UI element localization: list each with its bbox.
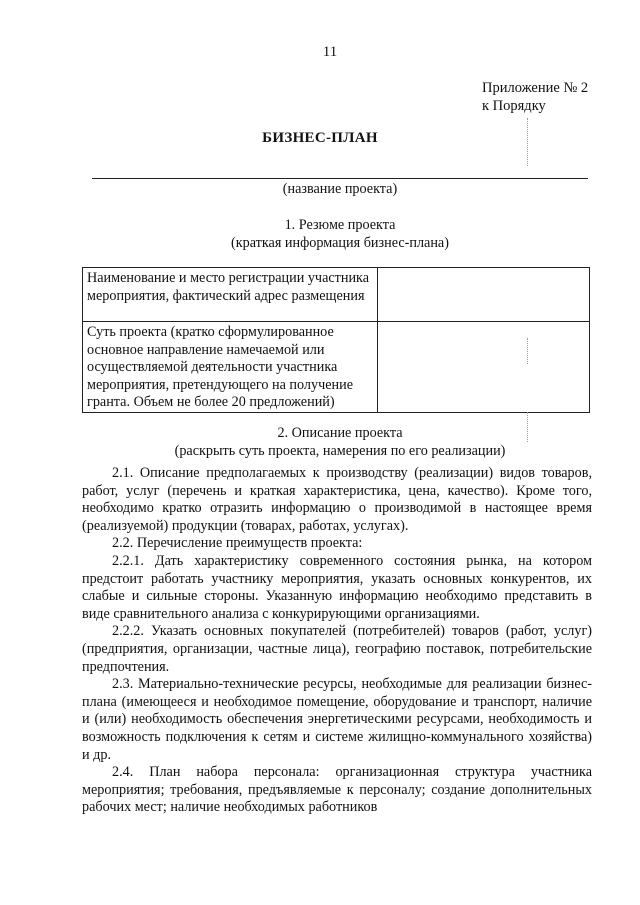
paragraph-2-3: 2.3. Материально-технические ресурсы, необходимые для реализации бизнес-плана (имеющееся и необходимое помещение, оборудование и транспорт, наличие и (или) необходимость обеспечения энергетическими ресурсами, необходимость и возможность подключения к сетям и системе жилищно-коммунального хозяйства) и др. bbox=[82, 676, 592, 763]
project-name-caption: (название проекта) bbox=[282, 181, 398, 197]
document-title: БИЗНЕС-ПЛАН bbox=[262, 130, 378, 146]
scan-mark bbox=[527, 338, 528, 364]
table-cell-value bbox=[378, 268, 590, 322]
paragraph-2-2-1: 2.2.1. Дать характеристику современного состояния рынка, на котором предстоит работать участнику мероприятия, указать основных конкурентов, их слабые и сильные стороны. Указанную информацию необходимо представить в виде сравнительного анализа с конкурирующими организациями. bbox=[82, 552, 592, 622]
section-1-title bbox=[0, 216, 640, 252]
paragraph-2-4: 2.4. План набора персонала: организационная структура участника мероприятия; требования, предъявляемые к персоналу; создание дополнительных рабочих мест; наличие необходимых работников bbox=[82, 764, 592, 816]
table-cell-value bbox=[378, 322, 590, 413]
table-cell-label: Наименование и место регистрации участника мероприятия, фактический адрес размещения bbox=[83, 268, 378, 322]
appendix-line-2: к Порядку bbox=[482, 98, 546, 114]
paragraph-2-1: 2.1. Описание предполагаемых к производству (реализации) видов товаров, работ, услуг (перечень и краткая характеристика, цена, качество). Кроме того, необходимо кратко отразить информацию о производимой в настоящее время (реализуемой) продукции (товарах, работах, услугах). bbox=[82, 465, 592, 534]
section-2-heading: 2. Описание проекта bbox=[277, 425, 403, 441]
section-2-title bbox=[0, 424, 640, 460]
scan-mark bbox=[527, 118, 528, 166]
section-2-subheading: (раскрыть суть проекта, намерения по его реализации) bbox=[174, 443, 506, 459]
section-1-subheading: (краткая информация бизнес-плана) bbox=[231, 235, 449, 251]
section-2-body bbox=[82, 465, 592, 817]
appendix-reference bbox=[482, 79, 588, 115]
scan-mark bbox=[527, 412, 528, 442]
paragraph-2-2-2: 2.2.2. Указать основных покупателей (потребителей) товаров (работ, услуг) (предприятия, организации, частные лица), географию поставок, потребительские предпочтения. bbox=[82, 623, 592, 675]
resume-table bbox=[82, 267, 590, 413]
table-row bbox=[83, 268, 590, 322]
project-name-line bbox=[92, 178, 588, 179]
table-row bbox=[83, 322, 590, 413]
paragraph-2-2: 2.2. Перечисление преимуществ проекта: bbox=[112, 535, 363, 552]
table-cell-label: Суть проекта (кратко сформулированное основное направление намечаемой или осуществляемой деятельности участника мероприятия, претендующего на получение гранта. Объем не более 20 предложений) bbox=[83, 322, 378, 413]
page-number: 11 bbox=[322, 44, 338, 60]
section-1-heading: 1. Резюме проекта bbox=[284, 217, 396, 233]
appendix-line-1: Приложение № 2 bbox=[482, 80, 589, 96]
